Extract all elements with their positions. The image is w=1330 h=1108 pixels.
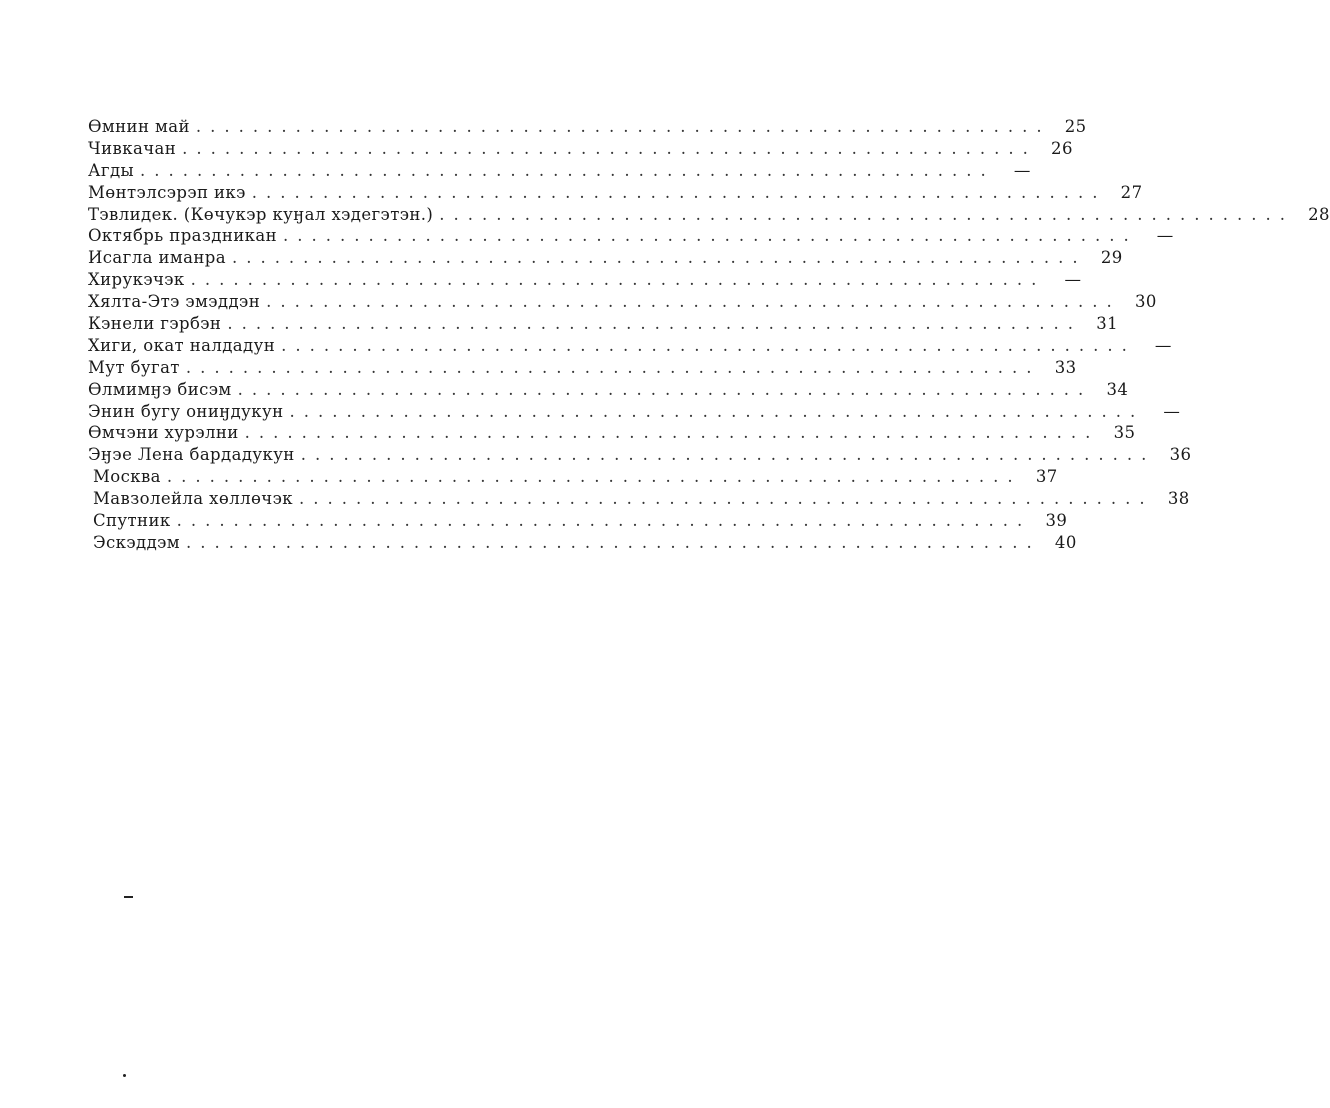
toc-entry-page: —	[1156, 226, 1174, 246]
toc-entry	[88, 116, 1087, 138]
toc-entry	[88, 401, 1181, 423]
toc-entry	[88, 357, 1077, 379]
toc-entry-page: 34	[1106, 379, 1129, 399]
dot-leader: ............................................................	[140, 160, 995, 180]
toc-entry-page: 29	[1100, 248, 1123, 268]
toc-entry-title: Эӈэе Лена бардадукун	[88, 445, 295, 465]
dot-leader: ............................................................	[266, 292, 1121, 312]
toc-entry	[88, 422, 1136, 444]
dot-leader: ............................................................	[439, 204, 1294, 224]
dot-leader: ............................................................	[300, 445, 1156, 465]
toc-entry-page: 28	[1308, 204, 1330, 224]
toc-entry-title: Хялта-Этэ эмэддэн	[88, 292, 261, 312]
toc-entry-title: Хирукэчэк	[88, 270, 185, 290]
toc-entry-page: —	[1154, 335, 1172, 355]
toc-entry-title: Спутник	[93, 511, 171, 531]
toc-entry-page: 36	[1169, 445, 1192, 465]
toc-entry	[88, 160, 1031, 182]
toc-entry-title: Тэвлидек. (Көчукэр куӈал хэдегэтэн.)	[88, 204, 434, 224]
toc-entry-title: Эскэддэм	[93, 532, 181, 552]
dot-leader: ............................................................	[281, 335, 1136, 355]
toc-entry-page: 25	[1064, 117, 1087, 136]
toc-entry-page: 30	[1135, 292, 1157, 312]
toc-entry-title: Кэнели гэрбэн	[88, 314, 222, 334]
dot-leader: ............................................................	[186, 532, 1041, 552]
dot-leader: ............................................................	[231, 248, 1087, 268]
toc-entry	[88, 247, 1123, 269]
toc-entry	[88, 379, 1129, 401]
toc-entry-title: Өлмимӈэ бисэм	[88, 379, 232, 399]
toc-entry-title: Москва	[93, 467, 161, 487]
print-speck	[123, 1074, 126, 1077]
dot-leader: ............................................................	[195, 117, 1051, 136]
dot-leader: ............................................................	[182, 138, 1037, 158]
toc-entry-page: 35	[1113, 423, 1136, 443]
dot-leader: ............................................................	[251, 182, 1107, 202]
toc-entry	[88, 510, 1068, 532]
toc-entry-page: 26	[1051, 138, 1073, 158]
toc-entry	[88, 444, 1192, 466]
toc-entry-page: 38	[1167, 489, 1190, 509]
toc-entry	[88, 291, 1157, 313]
dot-leader: ............................................................	[283, 226, 1138, 246]
toc-entry-page: 40	[1054, 532, 1077, 552]
toc-entry-page: 39	[1045, 511, 1068, 531]
toc-entry	[88, 532, 1077, 554]
toc-entry-title: Өмнин май	[88, 117, 190, 136]
toc-entry-page: 37	[1035, 467, 1058, 487]
dot-leader: ............................................................	[166, 467, 1022, 487]
toc-entry-title: Хиги, окат налдадун	[88, 335, 276, 355]
dot-leader: ............................................................	[298, 489, 1154, 509]
dot-leader: ............................................................	[237, 379, 1093, 399]
toc-entry	[88, 225, 1174, 247]
dot-leader: ............................................................	[190, 270, 1046, 290]
toc-entry	[88, 182, 1143, 204]
dot-leader: ............................................................	[185, 357, 1041, 377]
toc-entry-title: Мөнтэлсэрэп икэ	[88, 182, 246, 202]
toc-entry-title: Агды	[88, 160, 135, 180]
toc-entry	[88, 488, 1190, 510]
toc-entry-page: —	[1064, 270, 1082, 290]
dot-leader: ............................................................	[289, 401, 1145, 421]
toc-entry-title: Мавзолейла хөллөчэк	[93, 489, 293, 509]
toc-entry	[88, 335, 1172, 357]
toc-entry-title: Энин бугу ониӈдукун	[88, 401, 284, 421]
dot-leader: ............................................................	[176, 511, 1032, 531]
toc-entry-title: Исагла иманра	[88, 248, 226, 268]
toc-entry-page: 27	[1120, 182, 1143, 202]
toc-entry-page: —	[1013, 160, 1031, 180]
toc-entry	[88, 313, 1119, 335]
toc-entry	[88, 466, 1058, 488]
toc-entry	[88, 204, 1330, 226]
print-speck	[124, 896, 133, 898]
toc-entry	[88, 138, 1073, 160]
toc-entry-page: —	[1163, 401, 1181, 421]
toc-entry-title: Мут бугат	[88, 357, 180, 377]
dot-leader: ............................................................	[244, 423, 1100, 443]
toc-entry-title: Чивкачан	[88, 138, 177, 158]
toc-entry-title: Октябрь праздникан	[88, 226, 277, 246]
toc-entry	[88, 269, 1082, 291]
toc-entry-title: Өмчэни хурэлни	[88, 423, 239, 443]
table-of-contents	[88, 116, 1330, 554]
toc-entry-page: 31	[1096, 314, 1119, 334]
toc-entry-page: 33	[1054, 357, 1077, 377]
dot-leader: ............................................................	[227, 314, 1083, 334]
